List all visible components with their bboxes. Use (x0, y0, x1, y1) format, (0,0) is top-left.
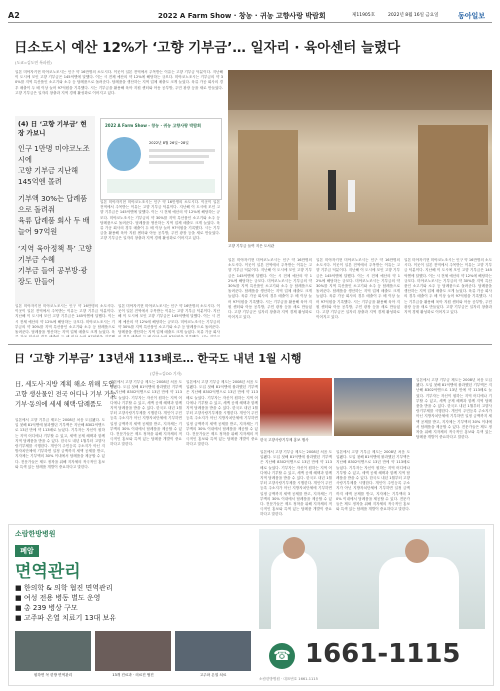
article2-body-col4: 일본에서 고향 기부금 제도는 2008년 처음 도입됐다. 도입 첫해 81억엔에 불과했던 기부액은 지난해 8302억엔으로 13년 만에 약 113배로 늘었다. 기부자는 자신이 원하는 지역 어디에나 기부할 수 있고, 세액 공제 혜택과 함께 지역 답례품을 받을 수 있다. 한국도 내년 1월부터 고향사랑기부제를 시행한다. 개인이 주민등록 주소지가 아닌 지방자치단체에 기부하면 일정 금액까지 세액 공제를 받고, 지자체는 기부액의 30% 이내에서 답례품을 제공할 수 있다. 전문가들은 제도 정착을 위해 지자체의 적극적인 홍보와 특색 있는 답례품 개발이 중요하다고 말한다. (260, 450, 332, 517)
article2-side-line-1: 日, 세도사·지방 계획 해소 위해 도입 (15, 381, 115, 388)
article2-body-col6: 일본에서 고향 기부금 제도는 2008년 처음 도입됐다. 도입 첫해 81억엔에 불과했던 기부액은 지난해 8302억엔으로 13년 만에 약 113배로 늘었다. 기부자는 자신이 원하는 지역 어디에나 기부할 수 있고, 세액 공제 혜택과 함께 지역 답례품을 받을 수 있다. 한국도 내년 1월부터 고향사랑기부제를 시행한다. 개인이 주민등록 주소지가 아닌 지방자치단체에 기부하면 일정 금액까지 세액 공제를 받고, 지자체는 기부액의 30% 이내에서 답례품을 제공할 수 있다. 전문가들은 제도 정착을 위해 지자체의 적극적인 홍보와 특색 있는 답례품 개발이 중요하다고 말한다. (416, 378, 492, 440)
ad-thumb-2-label: 13개 진료과 · 의료진 협진 (112, 673, 154, 677)
article2-photo-caption: 한국 고향사랑기부제 홍보 행사 (260, 438, 309, 442)
ad-phone-number[interactable]: 1661-1115 (305, 639, 461, 669)
sidebox-line-6: 기부금 들여 공부방·광장도 만들어 (18, 266, 88, 286)
article2-headline: 日 ‘고향 기부금’ 13년새 113배로… 한국도 내년 1월 시행 (14, 352, 302, 365)
article2-body-col3: 일본에서 고향 기부금 제도는 2008년 처음 도입됐다. 도입 첫해 81억엔에 불과했던 기부액은 지난해 8302억엔으로 13년 만에 약 113배로 늘었다. 기부자는 자신이 원하는 지역 어디에나 기부할 수 있고, 세액 공제 혜택과 함께 지역 답례품을 받을 수 있다. 한국도 내년 1월부터 고향사랑기부제를 시행한다. 개인이 주민등록 주소지가 아닌 지방자치단체에 기부하면 일정 금액까지 세액 공제를 받고, 지자체는 기부액의 30% 이내에서 답례품을 제공할 수 있다. 전문가들은 제도 정착을 위해 지자체의 적극적인 홍보와 특색 있는 답례품 개발이 중요하다고 말한다. (186, 380, 258, 447)
article1-body-col3: 일본 미야자키현 미야코노조시는 인구 약 16만명의 소도시다. 이곳이 일본 전역에서 주목받는 이유는 고향 기부금 덕분이다. 지난해 이 도시에 모인 고향 기부금은 145억엔에 달했다. 이는 시 전체 예산의 약 12%에 해당하는 규모다. 미야코노조시는 기부금의 약 30%를 지역 특산품인 소고기와 소주 등 답례품으로 돌려준다. 답례품을 생산하는 지역 업체 매출도 크게 늘었다. 육류 가공 회사 (118, 304, 220, 335)
article2-side-line-3: 기부·동의에 세세 혜택·답례품도 (15, 401, 103, 408)
sidebox-line-2: 고향 기부금 지난해 145억엔 몰려 (18, 166, 79, 186)
ad-thumb-3 (175, 631, 251, 671)
hospital-ad (8, 524, 494, 686)
phone-icon: ☎ (269, 643, 295, 669)
article2-side-line-2: 고향 생산물인 전국 어디나 기부 가능 (15, 391, 117, 398)
ad-footer: 소람한방병원 · 대표번호 1661-1115 (259, 677, 318, 681)
ad-bullet-1: ■ 한의학 & 의학 협진 면역관리 (15, 584, 113, 592)
article1-body-col6: 일본 미야자키현 미야코노조시는 인구 약 16만명의 소도시다. 이곳이 일본 전역에서 주목받는 이유는 고향 기부금 덕분이다. 지난해 이 도시에 모인 고향 기부금은 145억엔에 달했다. 이는 시 전체 예산의 약 12%에 해당하는 규모다. 미야코노조시는 기부금의 약 30%를 지역 특산품인 소고기와 소주 등 답례품으로 돌려준다. 답례품을 생산하는 지역 업체 매출도 크게 늘었다. 육류 가공 회사의 경우 매출이 두 배 이상 늘어 97억원을 기록했다. 시는 기부금을 활용해 육아 지원 센터와 아동 공부방, 주민 광장 등을 새로 만들었다. 고향 기부금은 일자리 창출과 지역 경제 활성화로 이어지고 있다. (404, 258, 492, 315)
article1-photo-library (228, 70, 492, 242)
issue-date: 2022년 8월 16일 금요일 (388, 13, 439, 18)
sidebox-line-1: 인구 1만명 미야코노조시에 (18, 144, 90, 164)
article2-photo-2 (334, 378, 412, 436)
ad-bullet-3: ■ 총 239 병상 구모 (15, 604, 78, 612)
ad-thumb-3-label: 고주파 온열 치료 (199, 673, 227, 677)
issue-number: 제11905호 (352, 13, 376, 18)
article1-body-col2: 일본 미야자키현 미야코노조시는 인구 약 16만명의 소도시다. 이곳이 일본 전역에서 주목받는 이유는 고향 기부금 덕분이다. 지난해 이 도시에 모인 고향 기부금은 145억엔에 달했다. 이는 시 전체 예산의 약 12%에 해당하는 규모다. 미야코노조시는 기부금의 약 30%를 지역 특산품인 소고기와 소주 등 답례품으로 돌려준다. 답례품을 생산하는 지역 업체 매출도 크게 늘었다. 육 (15, 304, 115, 335)
ad-thumb-1-label: 원하면 꼭 한방 면역관리 (33, 673, 73, 677)
article1-photo-caption: 고향 기부금 들여 지은 도서관 (228, 244, 275, 248)
ad-bullet-4: ■ 고주파 온열 치료기 13대 보유 (15, 614, 117, 622)
article1-body-col5: 일본 미야자키현 미야코노조시는 인구 약 16만명의 소도시다. 이곳이 일본 전역에서 주목받는 이유는 고향 기부금 덕분이다. 지난해 이 도시에 모인 고향 기부금은 145억엔에 달했다. 이는 시 전체 예산의 약 12%에 해당하는 규모다. 미야코노조시는 기부금의 약 30%를 지역 특산품인 소고기와 소주 등 답례품으로 돌려준다. 답례품을 생산하는 지역 업체 매출도 크게 늘었다. 육류 가공 회사의 경우 매출이 두 배 이상 늘어 97억원을 기록했다. 시는 기부금을 활용해 육아 지원 센터와 아동 공부방, 주민 광장 등을 새로 만들었다. 고향 기부금은 일자리 창출과 지역 경제 활성화로 이어지고 있다. (316, 258, 400, 320)
article1-byline: (도쿄=김도연 특파원) (15, 60, 52, 65)
page-number: A2 (8, 11, 20, 20)
ad-hospital-name: 소람한방병원 (15, 530, 56, 538)
article1-sidebox (15, 116, 95, 304)
divider (8, 344, 492, 345)
article1-body-col1: 일본 미야자키현 미야코노조시는 인구 약 16만명의 소도시다. 이곳이 일본 전역에서 주목받는 이유는 고향 기부금 덕분이다. 지난해 이 도시에 모인 고향 기부금은 145억엔에 달했다. 이는 시 전체 예산의 약 12%에 해당하는 규모다. 미야코노조시는 기부금의 약 30%를 지역 특산품인 소고기와 소주 등 답례품으로 돌려준다. 답례품을 생산하는 지역 업체 매출도 크게 늘었다. 육류 가공 회사의 경우 매출이 두 배 이상 늘어 97억원을 기록했다. 시는 기부금을 활용해 육아 지원 센터와 아동 공부방, 주민 광장 등을 새로 만들었다. 고향 기부금은 일자리 창출과 지역 경제 활성화로 이어지고 있다. (100, 200, 220, 241)
event-poster (100, 118, 222, 200)
article2-byline: (강릉=김OO 기자) (150, 371, 182, 376)
article2-body-col5: 일본에서 고향 기부금 제도는 2008년 처음 도입됐다. 도입 첫해 81억엔에 불과했던 기부액은 지난해 8302억엔으로 13년 만에 약 113배로 늘었다. 기부자는 자신이 원하는 지역 어디에나 기부할 수 있고, 세액 공제 혜택과 함께 지역 답례품을 받을 수 있다. 한국도 내년 1월부터 고향사랑기부제를 시행한다. 개인이 주민등록 주소지가 아닌 지방자치단체에 기부하면 일정 금액까지 세액 공제를 받고, 지자체는 기부액의 30% 이내에서 답례품을 제공할 수 있다. 전문가들은 제도 정착을 위해 지자체의 적극적인 홍보와 특색 있는 답례품 개발이 중요하다고 말한다. (336, 450, 410, 512)
ad-thumb-2 (95, 631, 171, 671)
ad-tag: 폐암 (15, 545, 39, 557)
article1-headline: 日소도시 예산 12%가 ‘고향 기부금’… 일자리 · 육아센터 늘렸다 (14, 40, 401, 56)
ad-bullet-2: ■ 여성 전용 병동 별도 운영 (15, 594, 101, 602)
article1-lead: 일본 미야자키현 미야코노조시는 인구 약 16만명의 소도시다. 이곳이 일본 전역에서 주목받는 이유는 고향 기부금 덕분이다. 지난해 이 도시에 모인 고향 기부금은 145억엔에 달했다. 이는 시 전체 예산의 약 12%에 해당하는 규모다. 미야코노조시는 기부금의 약 30%를 지역 특산품인 소고기와 소주 등 답례품으로 돌려준다. 답례품을 생산하는 지역 업체 매출도 크게 늘었다. 육류 가공 회사의 경우 매출이 두 배 이상 늘어 97억원을 기록했다. 시는 기부금을 활용해 육아 지원 센터와 아동 공부방, 주민 광장 등을 새로 만들었다. 고향 기부금은 일자리 창출과 지역 경제 활성화로 이어지고 있다. (15, 70, 223, 95)
paper-name: 동아일보 (458, 12, 486, 20)
ad-thumb-1 (15, 631, 91, 671)
poster-subtitle: 2022년 8월 26일~28일 (149, 141, 189, 145)
sidebox-line-5: ‘지역 육아정책 특’ 고향 기부금 수혜 (18, 244, 92, 264)
article2-body-col2: 일본에서 고향 기부금 제도는 2008년 처음 도입됐다. 도입 첫해 81억엔에 불과했던 기부액은 지난해 8302억엔으로 13년 만에 약 113배로 늘었다. 기부자는 자신이 원하는 지역 어디에나 기부할 수 있고, 세액 공제 혜택과 함께 지역 답례품을 받을 수 있다. 한국도 내년 1월부터 고향사랑기부제를 시행한다. 개인이 주민등록 주소지가 아닌 지방자치단체에 기부하면 일정 금액까지 세액 공제를 받고, 지자체는 기부액의 30% 이내에서 답례품을 제공할 수 있다. 전문가들은 제도 정착을 위해 지자체의 적극적인 홍보와 특색 있는 답례품 개발이 중요하다고 말한다. (110, 380, 182, 447)
sidebox-title: (4) 日 ‘고향 기부금’ 현장 가보니 (18, 120, 87, 137)
ad-doctor-photo (259, 529, 485, 629)
sidebox-line-3: 기부액 30%는 답례품으로 돌려줘 (18, 194, 88, 214)
page-header (8, 8, 492, 23)
poster-title: 2022 A Farm Show - 창농 · 귀농 고향사랑 박람회 (105, 123, 201, 128)
article2-photo-1 (260, 378, 332, 436)
sidebox-line-4: 육류 답례품 회사 두 배 늘어 97억원 (18, 216, 90, 236)
article2-body-col1: 일본에서 고향 기부금 제도는 2008년 처음 도입됐다. 도입 첫해 81억엔에 불과했던 기부액은 지난해 8302억엔으로 13년 만에 약 113배로 늘었다. 기부자는 자신이 원하는 지역 어디에나 기부할 수 있고, 세액 공제 혜택과 함께 지역 답례품을 받을 수 있다. 한국도 내년 1월부터 고향사랑기부제를 시행한다. 개인이 주민등록 주소지가 아닌 지방자치단체에 기부하면 일정 금액까지 세액 공제를 받고, 지자체는 기부액의 30% 이내에서 답례품을 제공할 수 있다. 전문가들은 제도 정착을 위해 지자체의 적극적인 홍보와 특색 있는 답례품 개발이 중요하다고 말한다. (15, 418, 105, 469)
ad-title: 면역관리 (15, 562, 81, 582)
section-title: 2022 A Farm Show · 창농 · 귀농 고향사랑 박람회 (158, 12, 326, 20)
poster-graphic (107, 137, 141, 171)
article1-body-col4: 일본 미야자키현 미야코노조시는 인구 약 16만명의 소도시다. 이곳이 일본 전역에서 주목받는 이유는 고향 기부금 덕분이다. 지난해 이 도시에 모인 고향 기부금은 145억엔에 달했다. 이는 시 전체 예산의 약 12%에 해당하는 규모다. 미야코노조시는 기부금의 약 30%를 지역 특산품인 소고기와 소주 등 답례품으로 돌려준다. 답례품을 생산하는 지역 업체 매출도 크게 늘었다. 육류 가공 회사의 경우 매출이 두 배 이상 늘어 97억원을 기록했다. 시는 기부금을 활용해 육아 지원 센터와 아동 공부방, 주민 광장 등을 새로 만들었다. 고향 기부금은 일자리 창출과 지역 경제 활성화로 이어지고 있다. (228, 258, 312, 320)
ad-phone-block (259, 637, 485, 677)
